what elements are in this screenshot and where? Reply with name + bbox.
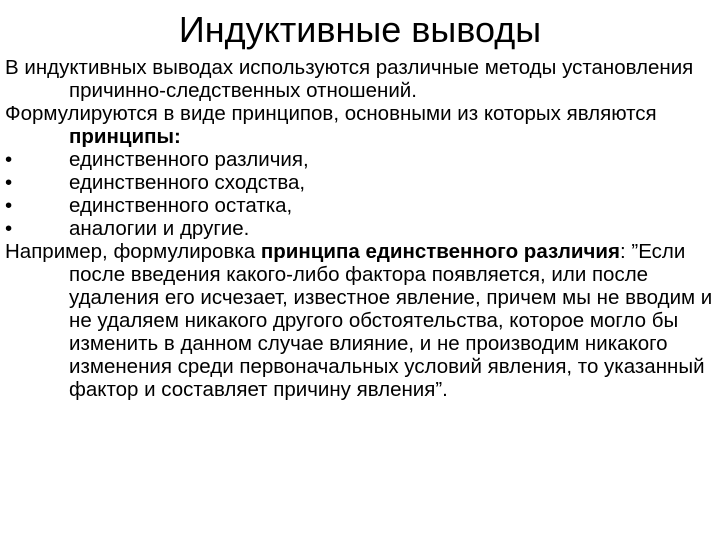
- bullet-text: единственного сходства,: [69, 171, 306, 194]
- bullet-text: аналогии и другие.: [69, 217, 250, 240]
- bullet-item: [5, 148, 713, 171]
- paragraph-example-bold: принципа единственного различия: [260, 240, 620, 263]
- bullet-icon: •: [5, 171, 13, 194]
- paragraph-principles-bold: принципы:: [69, 125, 181, 148]
- paragraph-intro: В индуктивных выводах используются различные методы установления причинно-следственных отношений.: [5, 56, 694, 102]
- paragraph-principles-text: Формулируются в виде принципов, основными из которых являются: [5, 102, 657, 125]
- bullet-text: единственного различия,: [69, 148, 309, 171]
- bullet-icon: •: [5, 194, 13, 217]
- paragraph-example-text: Например, формулировка: [5, 240, 261, 263]
- paragraph-example-rest: : ”Если после введения какого-либо фактора появляется, или после удаления его исчезает, известное явление, причем мы не вводим и не удаляем никакого другого обстоятельства, которое могло бы изменить в данном случае влияние, и не производим никакого изменения среди первоначальных условий явления, то указанный фактор и составляет причину явления”.: [69, 240, 713, 401]
- bullet-item: [5, 194, 713, 217]
- bullet-item: [5, 171, 713, 194]
- slide-body: [5, 56, 713, 401]
- bullet-icon: •: [5, 217, 13, 240]
- bullet-text: единственного остатка,: [69, 194, 293, 217]
- paragraph-example: [5, 240, 713, 401]
- slide-title: Индуктивные выводы: [178, 9, 542, 50]
- bullet-icon: •: [5, 148, 13, 171]
- bullet-item: [5, 217, 713, 240]
- paragraph-principles: [5, 102, 713, 148]
